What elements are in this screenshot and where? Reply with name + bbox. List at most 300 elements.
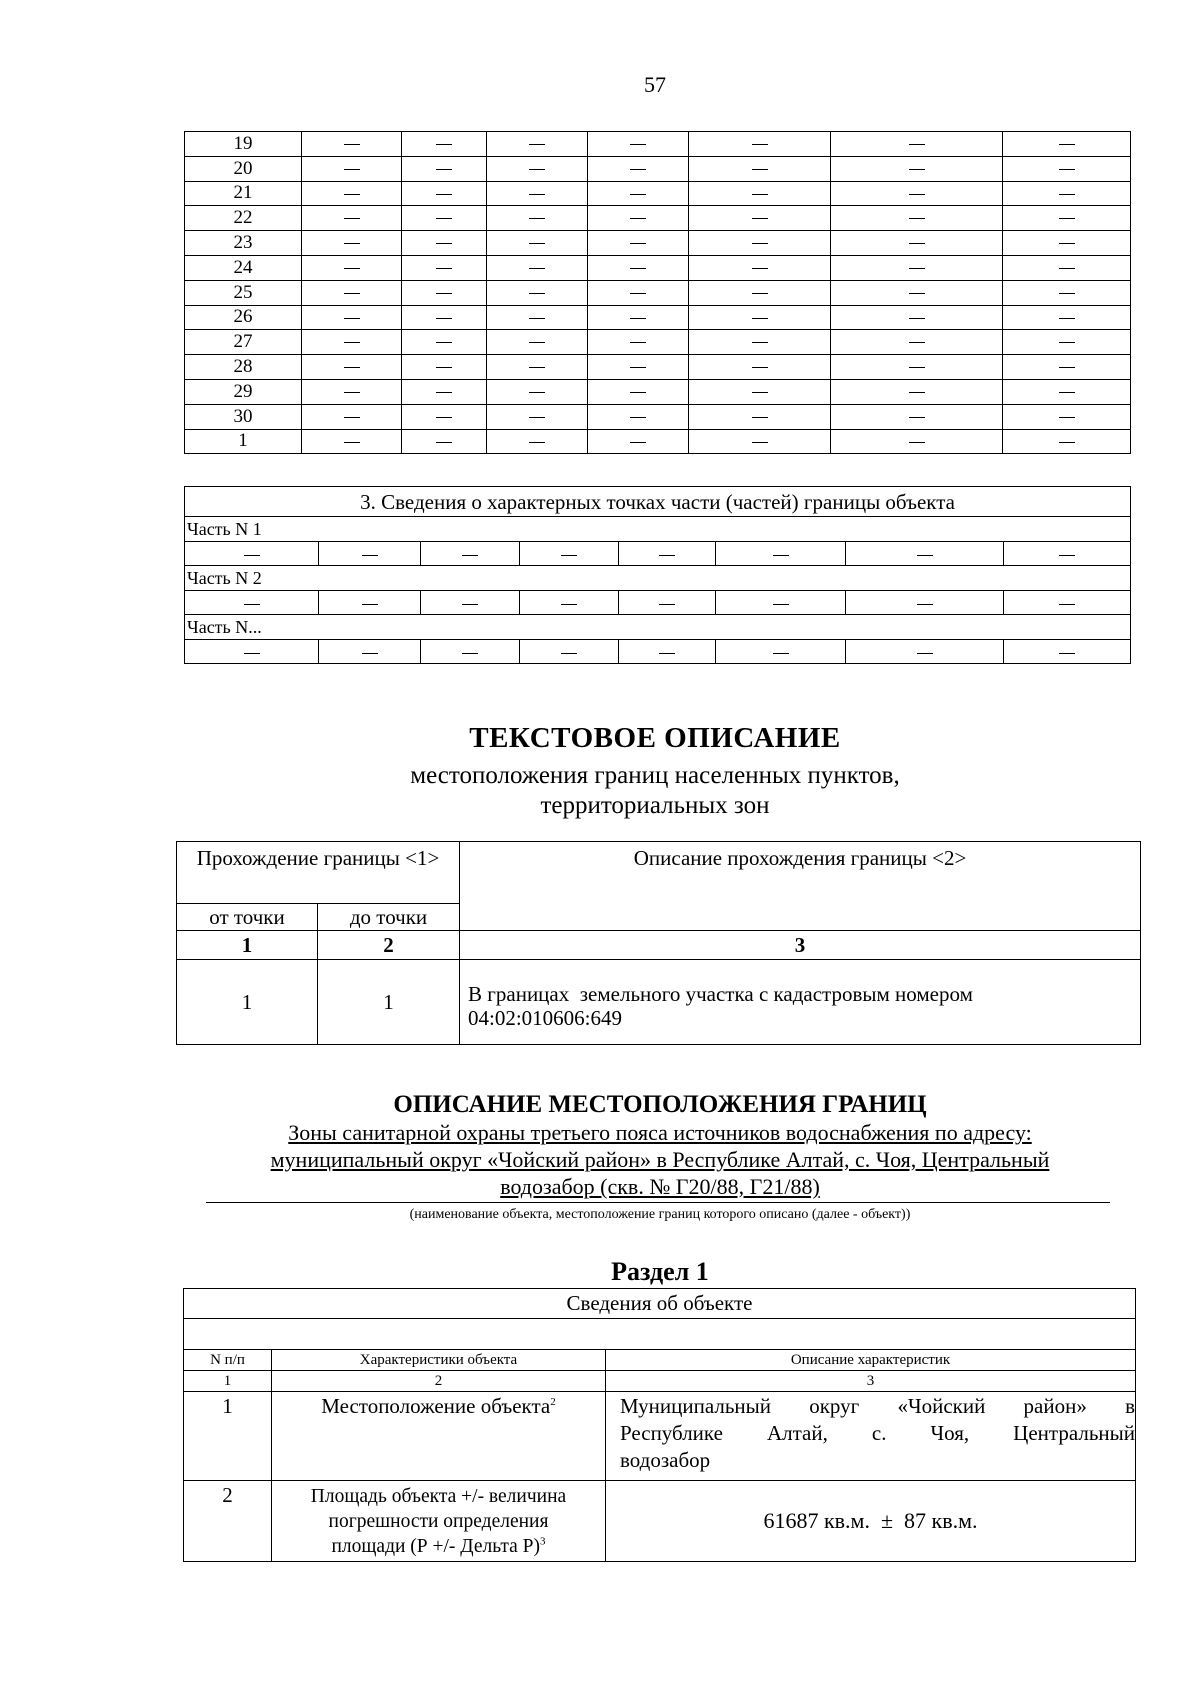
empty-value-dash [487,255,588,280]
dash-mark [1059,169,1075,170]
empty-value-dash [402,156,487,181]
empty-value-dash [402,379,487,404]
dash-mark [436,442,452,443]
col-number-2: 2 [318,931,460,960]
dash-mark [773,604,789,605]
empty-value-dash [302,379,402,404]
dash-mark [462,555,478,556]
dash-mark [1059,293,1075,294]
parts-table-header: 3. Сведения о характерных точках части (частей) границы объекта [185,487,1131,517]
empty-value-dash [402,206,487,231]
empty-value-dash [487,181,588,206]
point-row [185,231,1131,256]
empty-value-dash [689,355,831,380]
empty-value-dash [831,181,1003,206]
dash-mark [436,417,452,418]
empty-value-dash [487,379,588,404]
dash-mark [436,318,452,319]
dash-mark [1059,653,1075,654]
empty-value-dash [487,132,588,157]
dash-mark [529,367,545,368]
object-row-area [184,1481,1136,1562]
dash-mark [1059,442,1075,443]
point-row [185,379,1131,404]
dash-mark [344,243,360,244]
empty-value-dash [319,590,421,615]
object-row-2-characteristic [272,1481,606,1562]
dash-mark [344,268,360,269]
point-number: 29 [185,379,302,404]
empty-value-dash [402,132,487,157]
location-description-line-2: Республике Алтай, с. Чоя, Центральный [620,1421,1135,1445]
empty-value-dash [588,181,689,206]
dash-mark [462,604,478,605]
empty-value-dash [402,280,487,305]
empty-value-dash [588,429,689,454]
empty-value-dash [831,355,1003,380]
object-name-rule [206,1202,1110,1203]
empty-value-dash [487,404,588,429]
empty-value-dash [302,355,402,380]
empty-value-dash [846,541,1004,566]
footnote-2-marker: 2 [550,1396,556,1408]
point-number: 30 [185,404,302,429]
empty-value-dash [302,404,402,429]
point-row [185,132,1131,157]
dash-mark [630,243,646,244]
empty-value-dash [831,379,1003,404]
empty-value-dash [1003,404,1131,429]
dash-mark [529,144,545,145]
dash-mark [344,417,360,418]
location-characteristic-label: Местоположение объекта [321,1394,551,1418]
empty-value-dash [302,132,402,157]
empty-value-dash [319,541,421,566]
dash-mark [344,293,360,294]
empty-value-dash [302,206,402,231]
part-1-row [185,541,1131,566]
dash-mark [344,367,360,368]
object-row-1-description [606,1392,1136,1481]
empty-value-dash [689,305,831,330]
dash-mark [529,268,545,269]
dash-mark [1059,417,1075,418]
dash-mark [1059,144,1075,145]
dash-mark [630,218,646,219]
dash-mark [436,268,452,269]
empty-value-dash [588,132,689,157]
points-table [184,131,1131,454]
dash-mark [752,144,768,145]
dash-mark [436,243,452,244]
from-point-header: от точки [177,904,318,931]
dash-mark [752,318,768,319]
empty-value-dash [689,280,831,305]
object-col-number-1: 1 [184,1371,272,1392]
empty-value-dash [846,590,1004,615]
empty-value-dash [185,590,319,615]
point-row [185,280,1131,305]
object-col-number-3: 3 [606,1371,1136,1392]
empty-value-dash [1004,590,1131,615]
part-n-row [185,639,1131,664]
point-number: 1 [185,429,302,454]
dash-mark [630,442,646,443]
dash-mark [773,555,789,556]
object-name-line-1: Зоны санитарной охраны третьего пояса источников водоснабжения по адресу: [288,1120,1032,1145]
dash-mark [909,367,925,368]
object-row-1-number: 1 [184,1392,272,1481]
point-row [185,404,1131,429]
dash-mark [244,555,260,556]
point-number: 21 [185,181,302,206]
object-row-1-characteristic [272,1392,606,1481]
empty-value-dash [689,181,831,206]
dash-mark [630,144,646,145]
location-description-line-1: Муниципальный округ «Чойский район» в [620,1394,1135,1418]
point-number: 26 [185,305,302,330]
dash-mark [752,392,768,393]
empty-value-dash [1003,379,1131,404]
empty-value-dash [1003,305,1131,330]
empty-value-dash [588,206,689,231]
empty-value-dash [520,639,619,664]
dash-mark [529,218,545,219]
empty-value-dash [402,231,487,256]
dash-mark [752,293,768,294]
dash-mark [362,555,378,556]
empty-value-dash [302,156,402,181]
point-number: 24 [185,255,302,280]
dash-mark [1059,367,1075,368]
characteristic-column-header: Характеристики объекта [272,1350,606,1371]
boundary-group-header: Прохождение границы <1> [177,842,460,904]
empty-value-dash [689,404,831,429]
text-description-title: ТЕКСТОВОЕ ОПИСАНИЕ [469,722,841,754]
empty-value-dash [831,255,1003,280]
dash-mark [362,604,378,605]
object-name-line-2: муниципальный округ «Чойский район» в Республике Алтай, с. Чоя, Центральный [270,1147,1050,1172]
dash-mark [344,218,360,219]
empty-value-dash [302,181,402,206]
dash-mark [344,342,360,343]
point-row [185,355,1131,380]
dash-mark [529,417,545,418]
dash-mark [752,243,768,244]
dash-mark [561,604,577,605]
dash-mark [561,555,577,556]
empty-value-dash [831,132,1003,157]
dash-mark [752,417,768,418]
dash-mark [436,342,452,343]
point-row [185,305,1131,330]
dash-mark [344,392,360,393]
empty-value-dash [831,429,1003,454]
empty-value-dash [619,639,716,664]
empty-value-dash [846,639,1004,664]
empty-value-dash [1003,255,1131,280]
dash-mark [529,293,545,294]
point-number: 23 [185,231,302,256]
area-label-line-3: площади (Р +/- Дельта Р) [331,1535,541,1557]
empty-value-dash [588,280,689,305]
dash-mark [630,367,646,368]
boundary-description-line-1: В границах земельного участка с кадастровым номером [468,982,973,1006]
dash-mark [436,194,452,195]
empty-value-dash [487,206,588,231]
point-row [185,181,1131,206]
dash-mark [1059,604,1075,605]
location-description-line-3: водозабор [620,1448,711,1472]
dash-mark [344,169,360,170]
empty-value-dash [689,132,831,157]
object-row-location [184,1392,1136,1481]
dash-mark [344,144,360,145]
object-row-2-number: 2 [184,1481,272,1562]
empty-value-dash [689,429,831,454]
object-name-note: (наименование объекта, местоположение границ которого описано (далее - объект)) [409,1207,911,1222]
dash-mark [529,169,545,170]
dash-mark [752,342,768,343]
col-number-1: 1 [177,931,318,960]
object-col-number-2: 2 [272,1371,606,1392]
dash-mark [1059,555,1075,556]
dash-mark [909,144,925,145]
dash-mark [436,144,452,145]
dash-mark [909,293,925,294]
empty-value-dash [831,280,1003,305]
dash-mark [1059,392,1075,393]
point-number: 22 [185,206,302,231]
empty-value-dash [487,330,588,355]
point-number: 19 [185,132,302,157]
empty-value-dash [487,280,588,305]
text-description-subtitle-1: местоположения границ населенных пунктов, [410,762,900,789]
empty-value-dash [421,541,520,566]
dash-mark [529,342,545,343]
section-title: Раздел 1 [611,1257,709,1286]
empty-value-dash [831,206,1003,231]
empty-value-dash [421,590,520,615]
dash-mark [752,442,768,443]
dash-mark [1059,218,1075,219]
dash-mark [630,268,646,269]
dash-mark [630,392,646,393]
empty-value-dash [716,590,846,615]
dash-mark [630,318,646,319]
empty-value-dash [302,255,402,280]
part-2-label: Часть N 2 [185,566,1131,591]
empty-value-dash [831,305,1003,330]
dash-mark [773,653,789,654]
dash-mark [244,653,260,654]
object-table [183,1288,1136,1562]
footnote-3-marker: 3 [540,1535,546,1547]
dash-mark [909,169,925,170]
dash-mark [436,293,452,294]
empty-value-dash [520,541,619,566]
empty-value-dash [402,330,487,355]
empty-value-dash [831,156,1003,181]
empty-value-dash [588,379,689,404]
dash-mark [917,555,933,556]
point-number: 20 [185,156,302,181]
empty-value-dash [689,156,831,181]
point-row [185,330,1131,355]
empty-value-dash [1004,541,1131,566]
empty-value-dash [487,355,588,380]
from-point-value: 1 [177,960,318,1045]
dash-mark [630,293,646,294]
empty-value-dash [421,639,520,664]
empty-value-dash [402,355,487,380]
dash-mark [529,318,545,319]
empty-value-dash [1003,280,1131,305]
dash-mark [917,604,933,605]
empty-value-dash [402,181,487,206]
dash-mark [659,555,675,556]
boundary-table [176,841,1141,1045]
area-label-line-1: Площадь объекта +/- величина [310,1485,567,1507]
dash-mark [344,194,360,195]
dash-mark [909,194,925,195]
dash-mark [529,392,545,393]
num-column-header: N п/п [184,1350,272,1371]
part-n-label: Часть N... [185,615,1131,640]
dash-mark [436,367,452,368]
dash-mark [909,243,925,244]
dash-mark [752,268,768,269]
dash-mark [436,169,452,170]
empty-value-dash [689,379,831,404]
dash-mark [1059,243,1075,244]
dash-mark [630,194,646,195]
object-table-blank-row [184,1319,1136,1350]
dash-mark [1059,318,1075,319]
empty-value-dash [520,590,619,615]
empty-value-dash [1003,206,1131,231]
dash-mark [1059,194,1075,195]
dash-mark [909,417,925,418]
dash-mark [630,342,646,343]
empty-value-dash [689,255,831,280]
empty-value-dash [588,156,689,181]
dash-mark [752,169,768,170]
dash-mark [909,392,925,393]
dash-mark [561,653,577,654]
dash-mark [436,218,452,219]
empty-value-dash [487,231,588,256]
dash-mark [344,442,360,443]
empty-value-dash [619,541,716,566]
dash-mark [630,169,646,170]
dash-mark [1059,268,1075,269]
boundary-desc-header: Описание прохождения границы <2> [460,842,1141,931]
empty-value-dash [831,231,1003,256]
dash-mark [362,653,378,654]
dash-mark [344,318,360,319]
empty-value-dash [689,231,831,256]
empty-value-dash [302,280,402,305]
empty-value-dash [588,305,689,330]
area-label-line-2: погрешности определения [328,1510,549,1532]
empty-value-dash [1004,639,1131,664]
dash-mark [917,653,933,654]
empty-value-dash [1003,156,1131,181]
dash-mark [909,268,925,269]
boundary-description-line-2: 04:02:010606:649 [468,1006,623,1030]
point-row [185,255,1131,280]
empty-value-dash [402,404,487,429]
dash-mark [1059,342,1075,343]
empty-value-dash [1003,355,1131,380]
dash-mark [529,243,545,244]
dash-mark [752,367,768,368]
area-value: 61687 кв.м. ± 87 кв.м. [606,1481,1136,1562]
location-title: ОПИСАНИЕ МЕСТОПОЛОЖЕНИЯ ГРАНИЦ [393,1091,927,1118]
dash-mark [529,442,545,443]
dash-mark [909,318,925,319]
description-column-header: Описание характеристик [606,1350,1136,1371]
object-table-title: Сведения об объекте [184,1289,1136,1319]
empty-value-dash [1003,132,1131,157]
dash-mark [752,194,768,195]
empty-value-dash [402,429,487,454]
empty-value-dash [1003,181,1131,206]
point-number: 28 [185,355,302,380]
dash-mark [752,218,768,219]
empty-value-dash [319,639,421,664]
empty-value-dash [402,255,487,280]
dash-mark [909,342,925,343]
to-point-header: до точки [318,904,460,931]
point-row [185,429,1131,454]
part-2-row [185,590,1131,615]
point-number: 27 [185,330,302,355]
boundary-description [460,960,1141,1045]
empty-value-dash [302,429,402,454]
empty-value-dash [302,330,402,355]
col-number-3: 3 [460,931,1141,960]
to-point-value: 1 [318,960,460,1045]
dash-mark [659,604,675,605]
empty-value-dash [302,305,402,330]
empty-value-dash [689,206,831,231]
empty-value-dash [1003,429,1131,454]
empty-value-dash [1003,231,1131,256]
empty-value-dash [402,305,487,330]
dash-mark [909,218,925,219]
dash-mark [244,604,260,605]
empty-value-dash [619,590,716,615]
empty-value-dash [689,330,831,355]
object-name-line-3: водозабор (скв. № Г20/88, Г21/88) [500,1174,820,1199]
empty-value-dash [716,541,846,566]
empty-value-dash [487,305,588,330]
empty-value-dash [588,330,689,355]
dash-mark [462,653,478,654]
empty-value-dash [831,330,1003,355]
empty-value-dash [831,404,1003,429]
empty-value-dash [302,231,402,256]
point-row [185,206,1131,231]
empty-value-dash [1003,330,1131,355]
empty-value-dash [487,429,588,454]
dash-mark [630,417,646,418]
empty-value-dash [588,404,689,429]
text-description-subtitle-2: территориальных зон [540,792,770,819]
empty-value-dash [588,255,689,280]
